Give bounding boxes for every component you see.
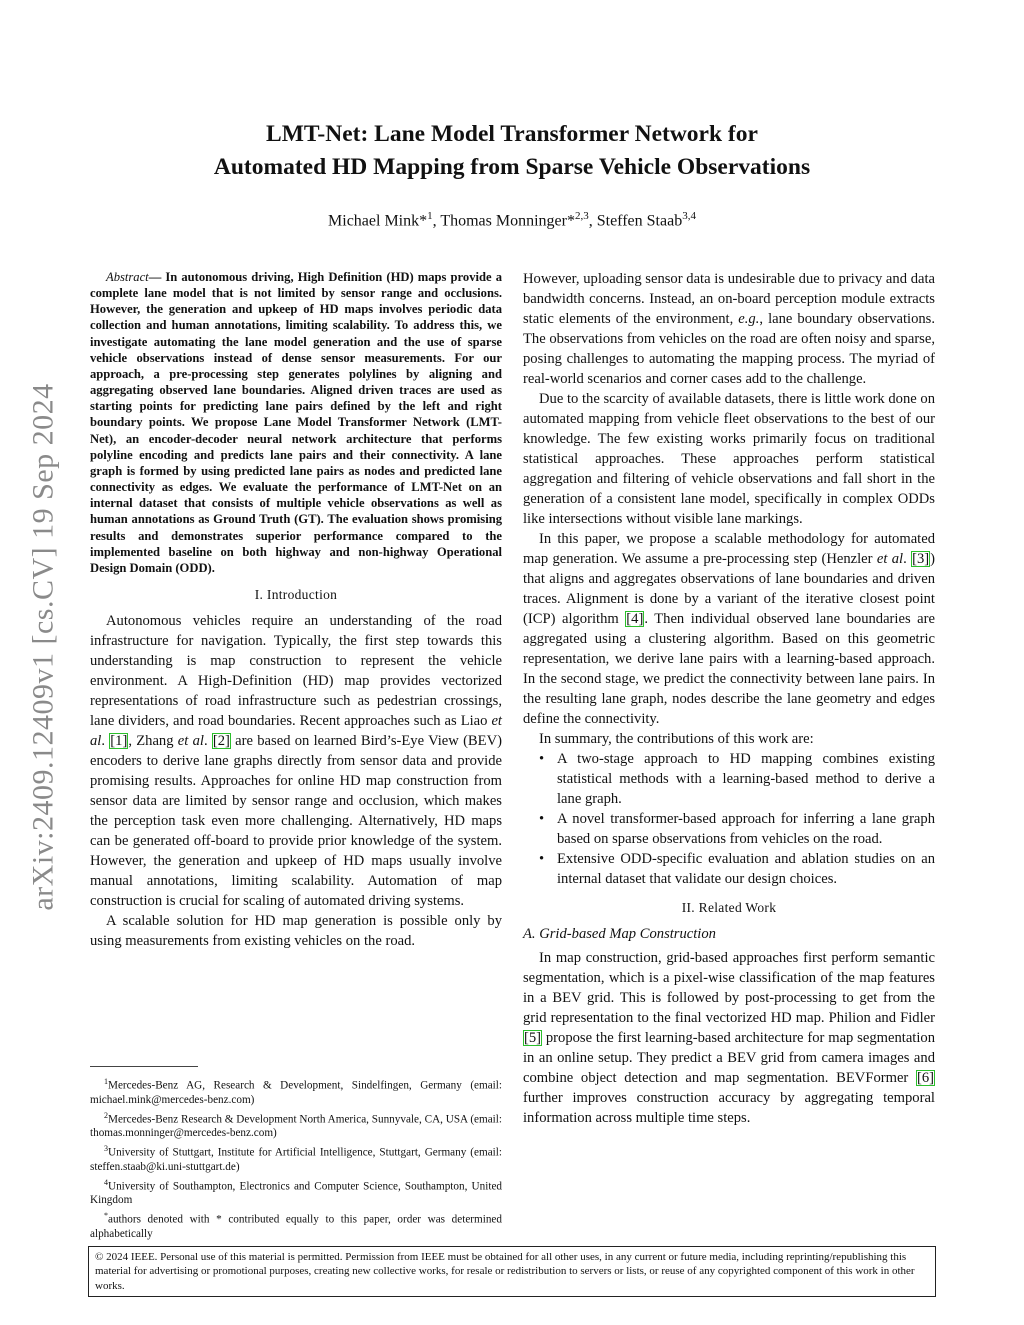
abstract-label: Abstract (106, 270, 149, 284)
intro-p2-eg: e.g. (738, 311, 760, 327)
footnote-5 (90, 1209, 502, 1241)
footnote-text: University of Southampton, Electronics and Computer Science, Southampton, United Kingdom (90, 1180, 502, 1207)
intro-p1-text-e: are based on learned Bird’s-Eye View (BEV) encoders to derive lane graphs directly from sensor data and provide promising results. Approaches for online HD map construction from sensor data are limited by sensor range and occlusion, which makes the perception task even more challenging. Alternatively, HD maps can be generated off-board to provide prior knowledge of the system. However, the generation and upkeep of HD maps usually involve manual annotations, limiting scalability. Automation of map construction is crucial for scaling of automated driving systems. (90, 732, 502, 909)
footnote-text: Mercedes-Benz Research & Development North America, Sunnyvale, CA, USA (email: thomas.monninger@mercedes-benz.com) (90, 1113, 502, 1140)
title-line-2: Automated HD Mapping from Sparse Vehicle Observations (213, 154, 811, 180)
contribution-item: • A two-stage approach to HD mapping combines existing statistical methods with a learning-based method to derive a lane graph. (523, 749, 935, 809)
arxiv-side-stamp (22, 352, 66, 942)
subsection-heading-grid-based: A. Grid-based Map Construction (523, 926, 716, 942)
footnote-text: authors denoted with * contributed equally to this paper, order was determined alphabetically (90, 1213, 502, 1240)
intro-p4-etal: et al (876, 551, 904, 567)
footnote-marker: 3 (104, 1144, 108, 1154)
arxiv-id: arXiv:2409.12409v1 [cs.CV] 19 Sep 2024 (27, 383, 61, 911)
footnote-marker: 4 (104, 1177, 108, 1187)
paper-title (90, 118, 934, 184)
author-2: , Thomas Monninger* (432, 212, 575, 230)
citation-link-5[interactable]: [5] (524, 1030, 542, 1046)
intro-p1-text-a: Autonomous vehicles require an understanding of the road infrastructure for navigation. Typically, the first step towards this understanding is map construction to represent the vehicle environment. A High-Definition (HD) map provides vectorized representations of road infrastructure such as pedestrian crossings, lane dividers, and road boundaries. Recent approaches such as Liao (90, 612, 502, 729)
contribution-item: • Extensive ODD-specific evaluation and ablation studies on an internal dataset that validate our design choices. (523, 849, 935, 889)
right-column (523, 269, 935, 1128)
intro-paragraph-5: In summary, the contributions of this work are: (539, 731, 814, 747)
intro-paragraph-2-continued (523, 269, 935, 389)
citation-link-1[interactable]: [1] (110, 732, 128, 749)
footnote-text: University of Stuttgart, Institute for Artificial Intelligence, Stuttgart, Germany (email: steffen.staab@ki.uni-stuttgart.de) (90, 1146, 502, 1173)
citation-link-3[interactable]: [3] (912, 551, 930, 567)
footnote-rule (90, 1066, 198, 1067)
left-column (90, 269, 502, 951)
author-3: , Steffen Staab (588, 212, 683, 230)
footnote-3 (90, 1142, 502, 1174)
intro-p1-etal-1: et al (90, 712, 502, 749)
author-list (90, 210, 934, 230)
intro-paragraph-3: Due to the scarcity of available datasets, there is little work done on automated mapping from vehicle fleet observations to the best of our knowledge. The few existing works primarily focus on traditional statistical approaches. These approaches perform statistical aggregation and filtering of vehicle observations and fall short in the generation of a consistent lane model, specifically in complex ODDs like intersections without visible lane markings. (523, 391, 935, 527)
intro-paragraph-2: A scalable solution for HD map generation is possible only by using measurements from existing vehicles on the road. (90, 912, 502, 949)
footnote-marker: 2 (104, 1110, 108, 1120)
contribution-list (523, 749, 935, 889)
footnote-marker: * (104, 1211, 108, 1221)
related-p1-text-c: further improves construction accuracy by aggregating temporal information across multiple time steps. (523, 1090, 935, 1126)
author-2-affil: 2,3 (574, 210, 589, 222)
intro-p1-text-c: , Zhang (128, 732, 178, 749)
related-p1-text-b: propose the first learning-based architecture for map segmentation in an online setup. They predict a BEV grid from camera images and combine object detection and map segmentation. BEVFormer (523, 1030, 935, 1086)
intro-p2-cont-b: , lane boundary observations. The observations from vehicles on the road are often noisy and sparse, posing challenges to automating the mapping process. The myriad of real-world scenarios and corner cases add to the challenge. (523, 311, 935, 387)
author-1-affil: 1 (427, 210, 433, 222)
intro-p4-text-d: . Then individual observed lane boundaries are aggregated using a clustering algorithm. Based on this geometric representation, we derive lane pairs with a learning-based approach. In the second stage, we predict the connectivity between lane pairs. In the resulting lane graph, nodes describe the lane geometry and edges define the connectivity. (523, 611, 935, 727)
author-1: Michael Mink* (328, 212, 428, 230)
author-3-affil: 3,4 (682, 210, 696, 222)
title-line-1: LMT-Net: Lane Model Transformer Network for (266, 121, 758, 147)
intro-p2-cont-a: However, uploading sensor data is undesirable due to privacy and data bandwidth concerns. Instead, an on-board perception module extracts static elements of the environment, (523, 271, 935, 327)
citation-link-6[interactable]: [6] (916, 1070, 934, 1086)
citation-link-4[interactable]: [4] (626, 611, 644, 627)
footnote-marker: 1 (104, 1077, 108, 1086)
footnotes (90, 1075, 502, 1243)
abstract (90, 269, 502, 576)
footnote-4 (90, 1176, 502, 1208)
section-heading-related-work: II. Related Work (681, 900, 777, 915)
intro-paragraph-4 (523, 529, 935, 729)
related-paragraph-1 (523, 948, 935, 1128)
intro-p4-text-c: ) that aligns and aggregates observations of lane boundaries and driven traces. Alignment is done by a variant of the iterative closest point (ICP) algorithm (523, 551, 935, 627)
intro-paragraph-1 (90, 611, 502, 911)
contribution-item: • A novel transformer-based approach for inferring a lane graph based on sparse observations from vehicles on the road. (523, 809, 935, 849)
footnote-text: Mercedes-Benz AG, Research & Development, Sindelfingen, Germany (email: michael.mink@mercedes-benz.com) (90, 1079, 502, 1106)
citation-link-2[interactable]: [2] (212, 732, 230, 749)
intro-p4-text-a: In this paper, we propose a scalable methodology for automated map generation. We assume a pre-processing step (Henzler (523, 531, 935, 567)
intro-p1-text-b: . (101, 732, 110, 749)
footnote-1 (90, 1075, 502, 1107)
section-heading-introduction: I. Introduction (254, 586, 338, 602)
footnote-2 (90, 1109, 502, 1141)
intro-p4-text-b: . (903, 551, 912, 567)
abstract-text: — In autonomous driving, High Definition (HD) maps provide a complete lane model that is not limited by sensor range and occlusions. However, the generation and upkeep of HD maps involves periodic data collection and human annotations, limiting scalability. To address this, we investigate automating the lane model generation and the use of sparse vehicle observations instead of dense sensor measurements. For our approach, a pre-processing step generates polylines by aligning and aggregating observed lane boundaries. Aligned driven traces are used as starting points for predicting lane pairs defined by the left and right boundary points. We propose Lane Model Transformer Network (LMT-Net), an encoder-decoder neural network architecture that performs polyline encoding and predicts lane pairs and their connectivity. A lane graph is formed by using predicted lane pairs as nodes and predicted lane connectivity as edges. We evaluate the performance of LMT-Net on an internal dataset that consists of multiple vehicle observations as well as human annotations as Ground Truth (GT). The evaluation shows promising results and demonstrates superior performance compared to the implemented baseline on both highway and non-highway Operational Design Domain (ODD). (90, 270, 502, 575)
intro-p1-text-d: . (203, 732, 212, 749)
related-p1-text-a: In map construction, grid-based approaches first perform semantic segmentation, which is a pixel-wise classification of the map features in a BEV grid. This is followed by post-processing to get from the grid representation to the final vectorized HD map. Philion and Fidler (523, 950, 935, 1026)
intro-p1-etal-2: et al (177, 732, 204, 749)
copyright-notice: © 2024 IEEE. Personal use of this material is permitted. Permission from IEEE must be obtained for all other uses, in any current or future media, including reprinting/republishing this material for advertising or promotional purposes, creating new collective works, for resale or redistribution to servers or lists, or reuse of any copyrighted component of this work in other works. (88, 1246, 936, 1297)
